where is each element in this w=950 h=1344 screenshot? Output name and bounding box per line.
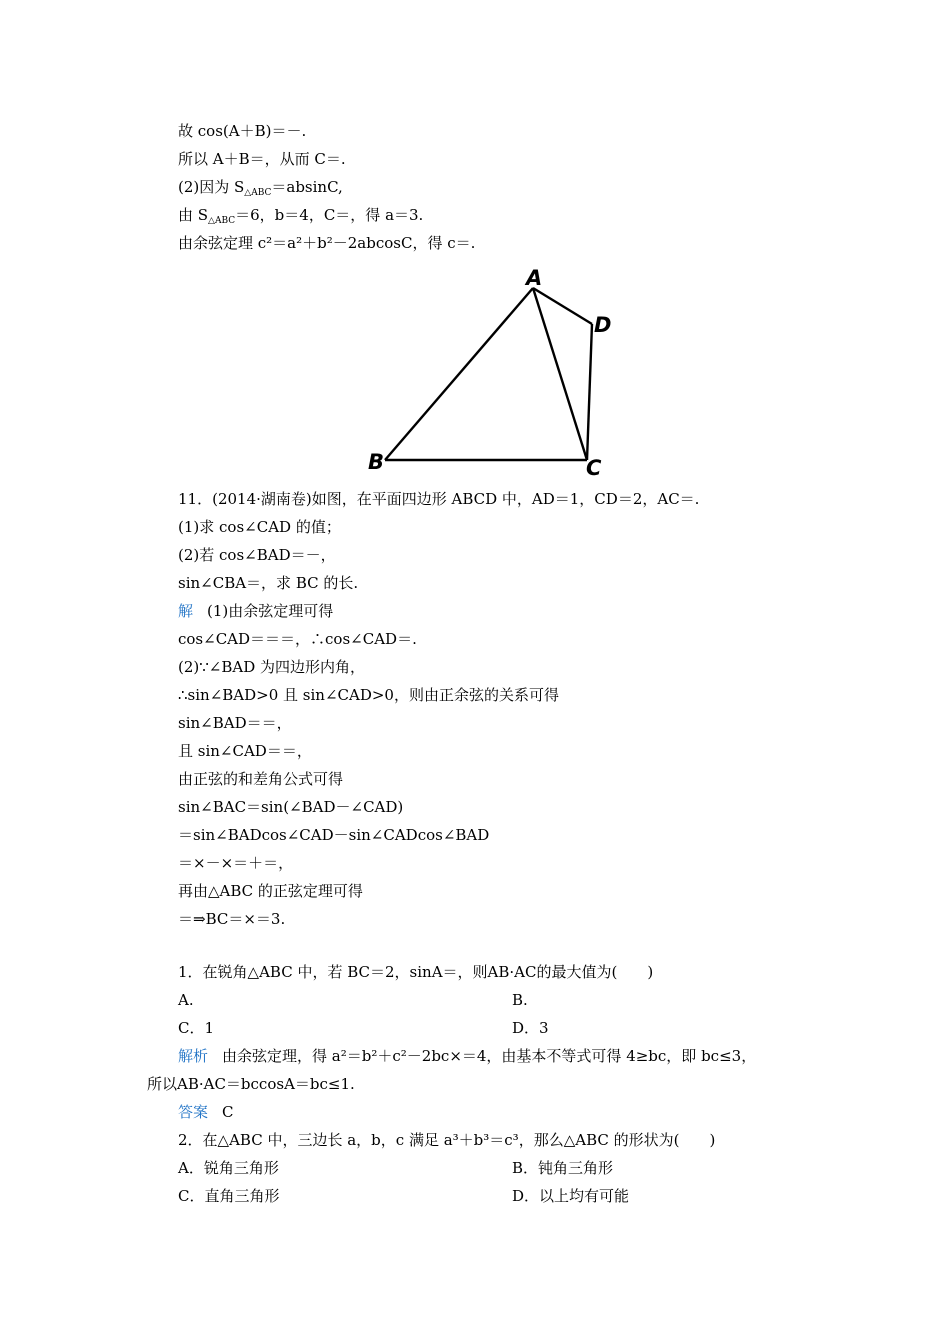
analysis-tag: 解析	[178, 1047, 209, 1065]
subscript: △ABC	[244, 188, 272, 198]
option-row	[178, 1158, 614, 1178]
text-part: 由余弦定理，得 a²＝b²＋c²－2bc×＝4，由基本不等式可得 4≥bc，即 bc≤3，	[222, 1047, 757, 1065]
text-line: 且 sin∠CAD＝＝，	[178, 742, 312, 760]
text-line: ＝⇒BC＝×＝3.	[178, 910, 286, 928]
edge-ab	[385, 288, 533, 460]
option-d: D．3	[512, 1019, 549, 1037]
text-line: 故 cos(A＋B)＝－.	[178, 122, 307, 140]
option-row	[178, 990, 528, 1010]
text-part: ＝6，b＝4，C＝，得 a＝3.	[235, 206, 424, 224]
text-line: (2)∵∠BAD 为四边形内角，	[178, 658, 366, 676]
option-a: A．锐角三角形	[178, 1159, 279, 1177]
text-line: ∴sin∠BAD>0 且 sin∠CAD>0，则由正余弦的关系可得	[178, 686, 559, 704]
figure-edges	[385, 288, 592, 460]
vertex-label-a: A	[526, 266, 543, 290]
text-line: sin∠BAC＝sin(∠BAD－∠CAD)	[178, 798, 404, 816]
answer-tag: 答案	[178, 1103, 209, 1121]
text-line: ＝sin∠BADcos∠CAD－sin∠CADcos∠BAD	[178, 826, 490, 844]
answer-value: C	[222, 1103, 234, 1121]
text-line: sin∠BAD＝＝，	[178, 714, 292, 732]
text-part: ＝absinC,	[271, 178, 343, 196]
text-line: sin∠CBA＝，求 BC 的长.	[178, 574, 359, 592]
edge-ac	[533, 288, 587, 460]
option-d: D．以上均有可能	[512, 1187, 630, 1205]
vertex-label-c: C	[586, 456, 602, 480]
text-line: 由余弦定理 c²＝a²＋b²－2abcosC，得 c＝.	[178, 234, 476, 252]
text-line: 再由△ABC 的正弦定理可得	[178, 882, 363, 900]
option-row	[178, 1186, 630, 1206]
option-row	[178, 1018, 549, 1038]
text-line	[178, 601, 333, 621]
text-line: ＝×－×＝＋＝，	[178, 854, 294, 872]
edge-dc	[587, 324, 592, 460]
text-line	[178, 1102, 234, 1122]
problem-stem: 11．(2014·湖南卷)如图，在平面四边形 ABCD 中，AD＝1，CD＝2，AC＝.	[178, 490, 700, 508]
text-line: cos∠CAD＝＝＝，∴cos∠CAD＝.	[178, 630, 417, 648]
vertex-label-d: D	[594, 313, 612, 337]
vertex-label-b: B	[368, 450, 385, 474]
text-line: (2)若 cos∠BAD＝－，	[178, 546, 336, 564]
option-b: B．钝角三角形	[512, 1159, 614, 1177]
text-line: 所以 A＋B＝，从而 C＝.	[178, 150, 346, 168]
text-line	[178, 1046, 756, 1066]
option-a: A.	[178, 991, 194, 1009]
text-line: (1)求 cos∠CAD 的值；	[178, 518, 341, 536]
question-stem: 1．在锐角△ABC 中，若 BC＝2，sinA＝，则AB·AC的最大值为( )	[178, 963, 654, 981]
option-c: C．直角三角形	[178, 1187, 280, 1205]
text-part: 由 S	[178, 206, 209, 224]
subscript: △ABC	[208, 216, 236, 226]
text-line: 由正弦的和差角公式可得	[178, 770, 344, 788]
solution-tag: 解	[178, 602, 194, 620]
option-c: C．1	[178, 1019, 215, 1037]
text-part: (2)因为 S	[178, 178, 245, 196]
option-b: B.	[512, 991, 528, 1009]
question-stem: 2．在△ABC 中，三边长 a，b，c 满足 a³＋b³＝c³，那么△ABC 的形状为( )	[178, 1131, 716, 1149]
text-line: 所以AB·AC＝bccosA＝bc≤1.	[147, 1075, 355, 1093]
text-part: (1)由余弦定理可得	[207, 602, 334, 620]
